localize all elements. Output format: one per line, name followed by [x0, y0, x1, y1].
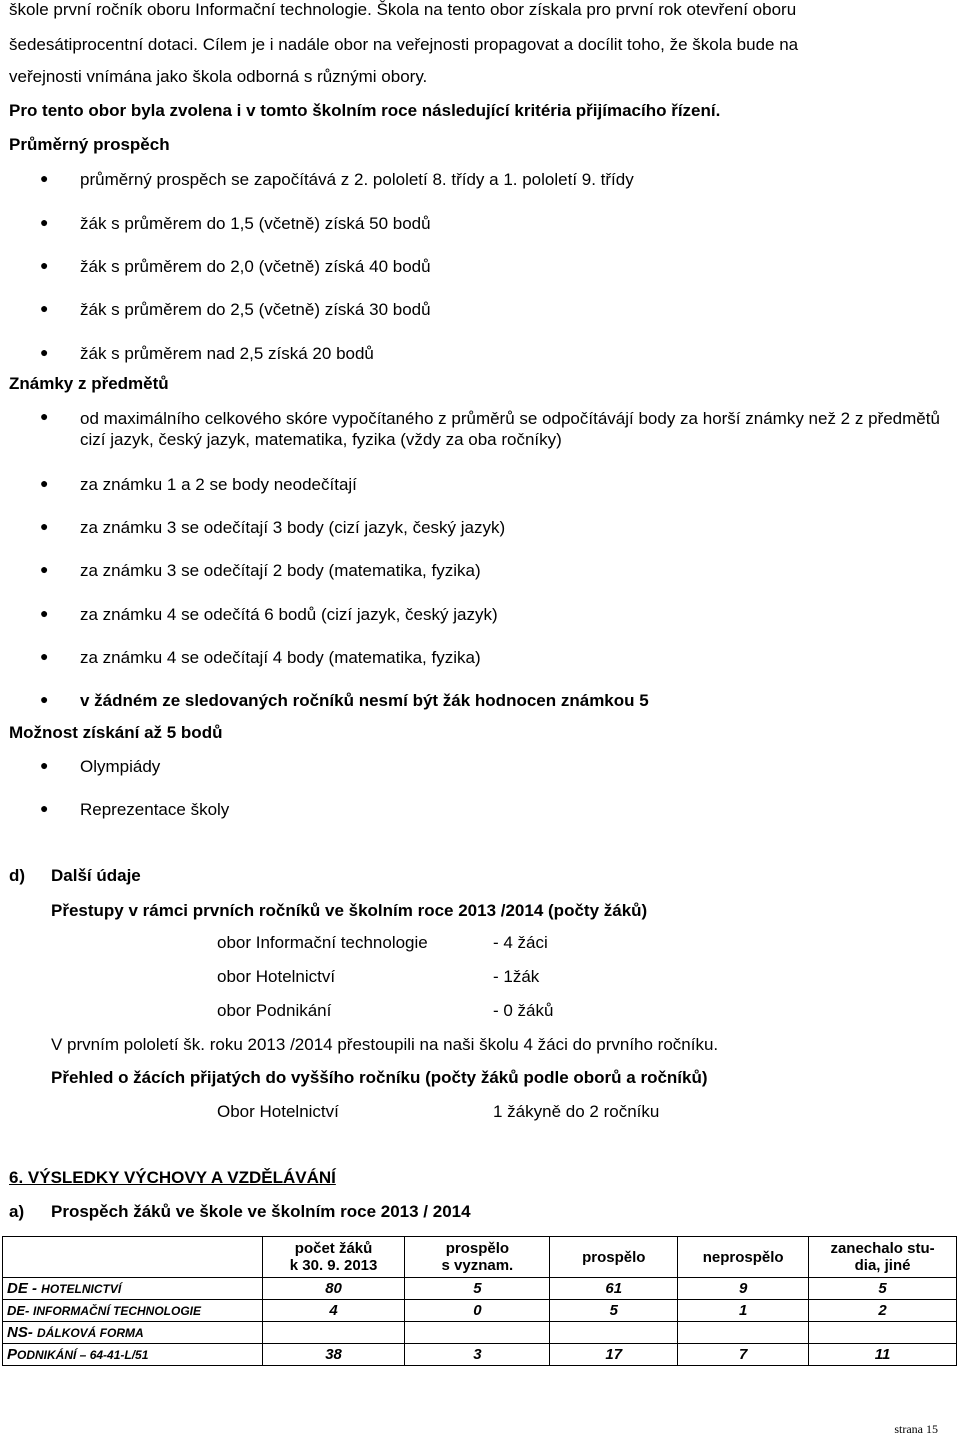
section-d-heading: Další údaje — [51, 866, 141, 885]
section-d-letter: d) — [9, 866, 26, 885]
bullet-icon: ● — [40, 561, 49, 577]
table-header-row — [3, 1237, 957, 1278]
section-6a-letter: a) — [9, 1202, 25, 1221]
table-header-cell — [678, 1237, 809, 1278]
table-cell: 38 — [262, 1344, 405, 1366]
prestup-count: - 1žák — [493, 967, 540, 986]
table-cell: 3 — [405, 1344, 550, 1366]
prestupy-title: Přestupy v rámci prvních ročníků ve školním roce 2013 /2014 (počty žáků) — [51, 901, 648, 920]
prestup-count: - 0 žáků — [493, 1001, 554, 1020]
criteria-title: Pro tento obor byla zvolena i v tomto školním roce následující kritéria přijímacího řízení. — [9, 101, 721, 120]
header-text: prospělo — [582, 1248, 646, 1266]
bullet-icon: ● — [40, 518, 49, 534]
bullet-icon: ● — [40, 408, 49, 424]
intro-line-3: veřejnosti vnímána jako škola odborná s různými obory. — [9, 67, 428, 86]
header-text: neprospělo — [702, 1248, 784, 1266]
bullet-icon: ● — [40, 800, 49, 816]
table-row — [3, 1278, 957, 1300]
bullet-icon: ● — [40, 691, 49, 707]
table-header-cell — [3, 1237, 263, 1278]
table-cell: 2 — [809, 1300, 957, 1322]
table-row — [3, 1344, 957, 1366]
table-cell — [405, 1322, 550, 1344]
prumerny-heading: Průměrný prospěch — [9, 135, 170, 154]
row-label: DE- INFORMAČNÍ TECHNOLOGIE — [3, 1300, 263, 1322]
bullet-icon: ● — [40, 300, 49, 316]
pololeti-text: V prvním pololetí šk. roku 2013 /2014 přestoupili na naši školu 4 žáci do prvního ročníku. — [51, 1035, 719, 1054]
table-cell: 80 — [262, 1278, 405, 1300]
prehled-title: Přehled o žácích přijatých do vyššího ročníku (počty žáků podle oborů a ročníků) — [51, 1068, 708, 1087]
header-text: prospělo s vyznam. — [441, 1240, 514, 1274]
table-cell: 7 — [678, 1344, 809, 1366]
table-header-cell — [809, 1237, 957, 1278]
table-header-cell — [550, 1237, 678, 1278]
bullet-icon: ● — [40, 170, 49, 186]
prestup-obor: obor Podnikání — [217, 1001, 332, 1020]
bullet-icon: ● — [40, 214, 49, 230]
prehled-count: 1 žákyně do 2 ročníku — [493, 1102, 660, 1121]
table-cell: 1 — [678, 1300, 809, 1322]
table-cell: 11 — [809, 1344, 957, 1366]
intro-line-1: škole první ročník oboru Informační technologie. Škola na tento obor získala pro první rok otevření oboru — [9, 0, 797, 19]
intro-line-2: šedesátiprocentní dotaci. Cílem je i nadále obor na veřejnosti propagovat a docílit toho, že škola bude na — [9, 35, 799, 54]
row-label: NS- DÁLKOVÁ FORMA — [3, 1322, 263, 1344]
table-cell: 5 — [550, 1300, 678, 1322]
table-cell — [550, 1322, 678, 1344]
bullet-icon: ● — [40, 605, 49, 621]
moznost-heading: Možnost získání až 5 bodů — [9, 723, 223, 742]
prestup-obor: obor Hotelnictví — [217, 967, 336, 986]
prehled-obor: Obor Hotelnictví — [217, 1102, 339, 1121]
table-cell: 4 — [262, 1300, 405, 1322]
bullet-icon: ● — [40, 757, 49, 773]
table-cell: 9 — [678, 1278, 809, 1300]
table-header-cell — [405, 1237, 550, 1278]
page-number: strana 15 — [894, 1422, 938, 1436]
bullet-icon: ● — [40, 344, 49, 360]
table-cell: 5 — [809, 1278, 957, 1300]
table-cell — [809, 1322, 957, 1344]
section-6-heading: 6. VÝSLEDKY VÝCHOVY A VZDĚLÁVÁNÍ — [9, 1168, 336, 1187]
row-label: PODNIKÁNÍ – 64-41-L/51 — [3, 1344, 263, 1366]
results-table — [2, 1236, 957, 1366]
header-text: zanechalo stu- dia, jiné — [830, 1240, 935, 1274]
prestup-count: - 4 žáci — [493, 933, 548, 952]
bullet-icon: ● — [40, 257, 49, 273]
table-cell: 0 — [405, 1300, 550, 1322]
table-header-cell — [262, 1237, 405, 1278]
table-cell: 5 — [405, 1278, 550, 1300]
znamky-heading: Známky z předmětů — [9, 374, 169, 393]
table-row — [3, 1300, 957, 1322]
table-cell — [262, 1322, 405, 1344]
table-cell: 17 — [550, 1344, 678, 1366]
table-cell: 61 — [550, 1278, 678, 1300]
header-text: počet žáků k 30. 9. 2013 — [289, 1240, 378, 1274]
table-cell — [678, 1322, 809, 1344]
section-6a-heading: Prospěch žáků ve škole ve školním roce 2013 / 2014 — [51, 1202, 471, 1221]
prestup-obor: obor Informační technologie — [217, 933, 428, 952]
bullet-icon: ● — [40, 475, 49, 491]
row-label: DE - HOTELNICTVÍ — [3, 1278, 263, 1300]
bullet-icon: ● — [40, 648, 49, 664]
table-row — [3, 1322, 957, 1344]
